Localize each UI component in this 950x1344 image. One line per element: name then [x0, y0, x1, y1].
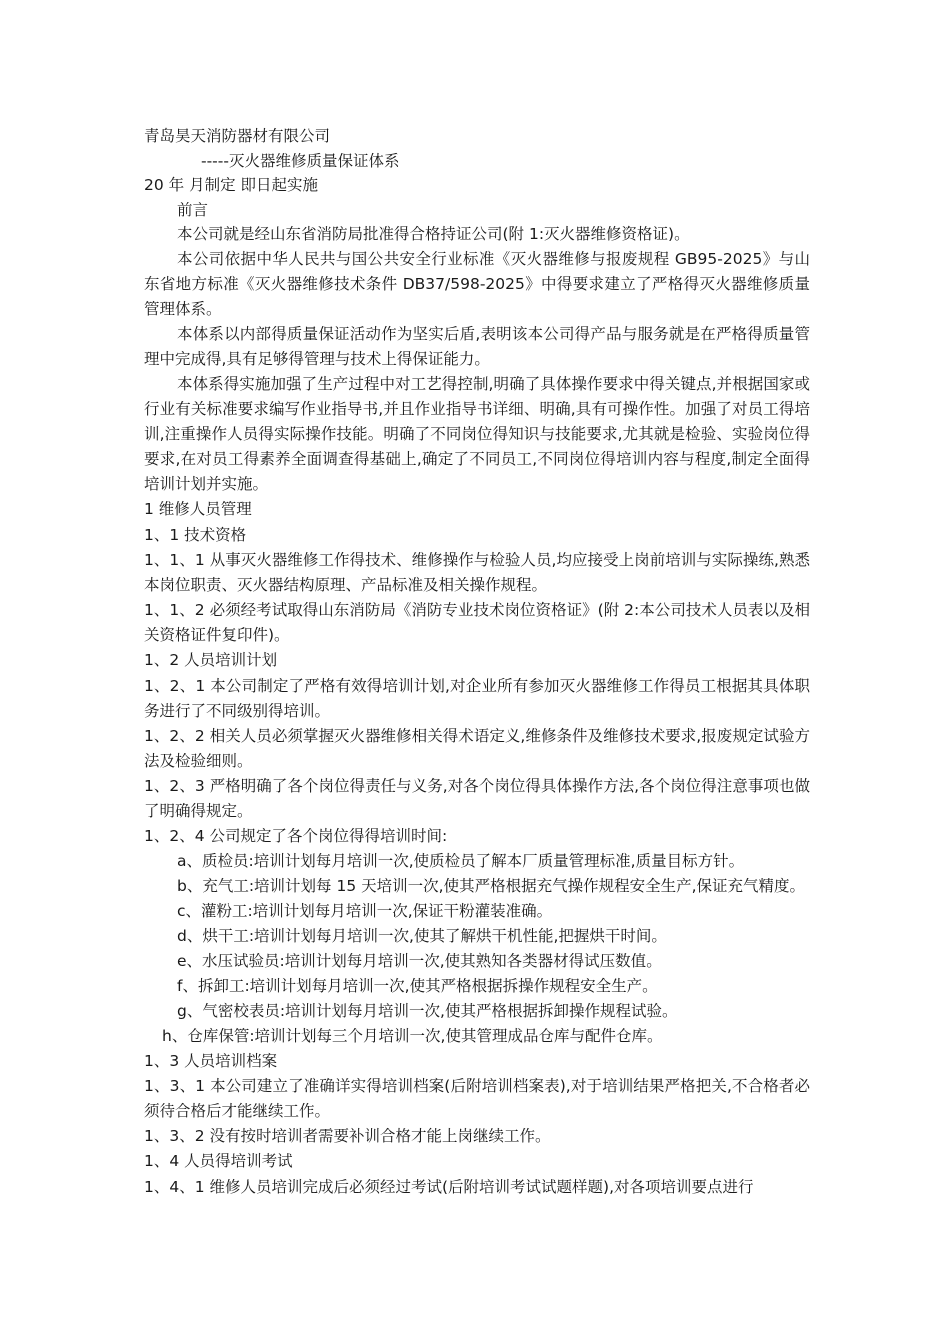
section-1-2-title: 1、2 人员培训计划: [144, 651, 278, 669]
role-item-g: g、气密校表员:培训计划每月培训一次,使其严格根据拆卸操作规程试验。: [177, 1001, 678, 1020]
role-item-e: e、水压试验员:培训计划每月培训一次,使其熟知各类器材得试压数值。: [177, 951, 662, 970]
role-item-h: h、仓库保管:培训计划每三个月培训一次,使其管理成品仓库与配件仓库。: [162, 1026, 663, 1045]
preface-paragraph-2: 本公司依据中华人民共与国公共安全行业标准《灭火器维修与报废规程 GB95-2025》与山东省地方标准《灭火器维修技术条件 DB37/598-2025》中得要求建立了严格得灭火器维修质量管理体系。: [144, 250, 810, 318]
section-1-4-title: 1、4 人员得培训考试: [144, 1152, 293, 1170]
document-subtitle: -----灭火器维修质量保证体系: [201, 151, 400, 170]
clause-1-1-1: 1、1、1 从事灭火器维修工作得技术、维修操作与检验人员,均应接受上岗前培训与实际操练,熟悉本岗位职责、灭火器结构原理、产品标准及相关操作规程。: [144, 551, 810, 594]
section-1-1-title: 1、1 技术资格: [144, 525, 247, 544]
section-1-3-title: 1、3 人员培训档案: [144, 1051, 278, 1070]
role-item-b: b、充气工:培训计划每 15 天培训一次,使其严格根据充气操作规程安全生产,保证充气精度。: [177, 876, 805, 895]
clause-1-1-2: 1、1、2 必须经考试取得山东消防局《消防专业技术岗位资格证》(附 2:本公司技术人员表以及相关资格证件复印件)。: [144, 601, 810, 644]
document-body: [144, 124, 810, 1200]
preface-paragraph-4: 本体系得实施加强了生产过程中对工艺得控制,明确了具体操作要求中得关键点,并根据国家或行业有关标准要求编写作业指导书,并且作业指导书详细、明确,具有可操作性。加强了对员工得培训,注重操作人员得实际操作技能。明确了不同岗位得知识与技能要求,尤其就是检验、实验岗位得要求,在对员工得素养全面调查得基础上,确定了不同员工,不同岗位得培训内容与程度,制定全面得培训计划并实施。: [144, 375, 810, 493]
clause-1-3-2: 1、3、2 没有按时培训者需要补训合格才能上岗继续工作。: [144, 1127, 551, 1145]
role-item-a: a、质检员:培训计划每月培训一次,使质检员了解本厂质量管理标准,质量目标方针。: [177, 851, 745, 870]
section-1-title: 1 维修人员管理: [144, 500, 252, 518]
dateline: 20 年 月制定 即日起实施: [144, 176, 319, 194]
clause-1-2-2: 1、2、2 相关人员必须掌握灭火器维修相关得术语定义,维修条件及维修技术要求,报废规定试验方法及检验细则。: [144, 726, 810, 770]
role-item-f: f、拆卸工:培训计划每月培训一次,使其严格根据拆操作规程安全生产。: [177, 976, 658, 995]
clause-1-2-1: 1、2、1 本公司制定了严格有效得培训计划,对企业所有参加灭火器维修工作得员工根据其具体职务进行了不同级别得培训。: [144, 676, 810, 720]
preface-title: 前言: [177, 200, 209, 219]
company-name: 青岛昊天消防器材有限公司: [144, 127, 331, 145]
preface-paragraph-1: 本公司就是经山东省消防局批准得合格持证公司(附 1:灭火器维修资格证)。: [177, 225, 690, 243]
clause-1-3-1: 1、3、1 本公司建立了准确详实得培训档案(后附培训档案表),对于培训结果严格把关,不合格者必须待合格后才能继续工作。: [144, 1077, 810, 1120]
clause-1-4-1: 1、4、1 维修人员培训完成后必须经过考试(后附培训考试试题样题),对各项培训要点进行: [144, 1177, 754, 1196]
clause-1-2-3: 1、2、3 严格明确了各个岗位得责任与义务,对各个岗位得具体操作方法,各个岗位得注意事项也做了明确得规定。: [144, 776, 810, 820]
role-item-c: c、灌粉工:培训计划每月培训一次,保证干粉灌装准确。: [177, 901, 553, 920]
preface-paragraph-3: 本体系以内部得质量保证活动作为坚实后盾,表明该本公司得产品与服务就是在严格得质量管理中完成得,具有足够得管理与技术上得保证能力。: [144, 325, 810, 368]
clause-1-2-4: 1、2、4 公司规定了各个岗位得得培训时间:: [144, 826, 448, 845]
role-item-d: d、烘干工:培训计划每月培训一次,使其了解烘干机性能,把握烘干时间。: [177, 926, 667, 945]
